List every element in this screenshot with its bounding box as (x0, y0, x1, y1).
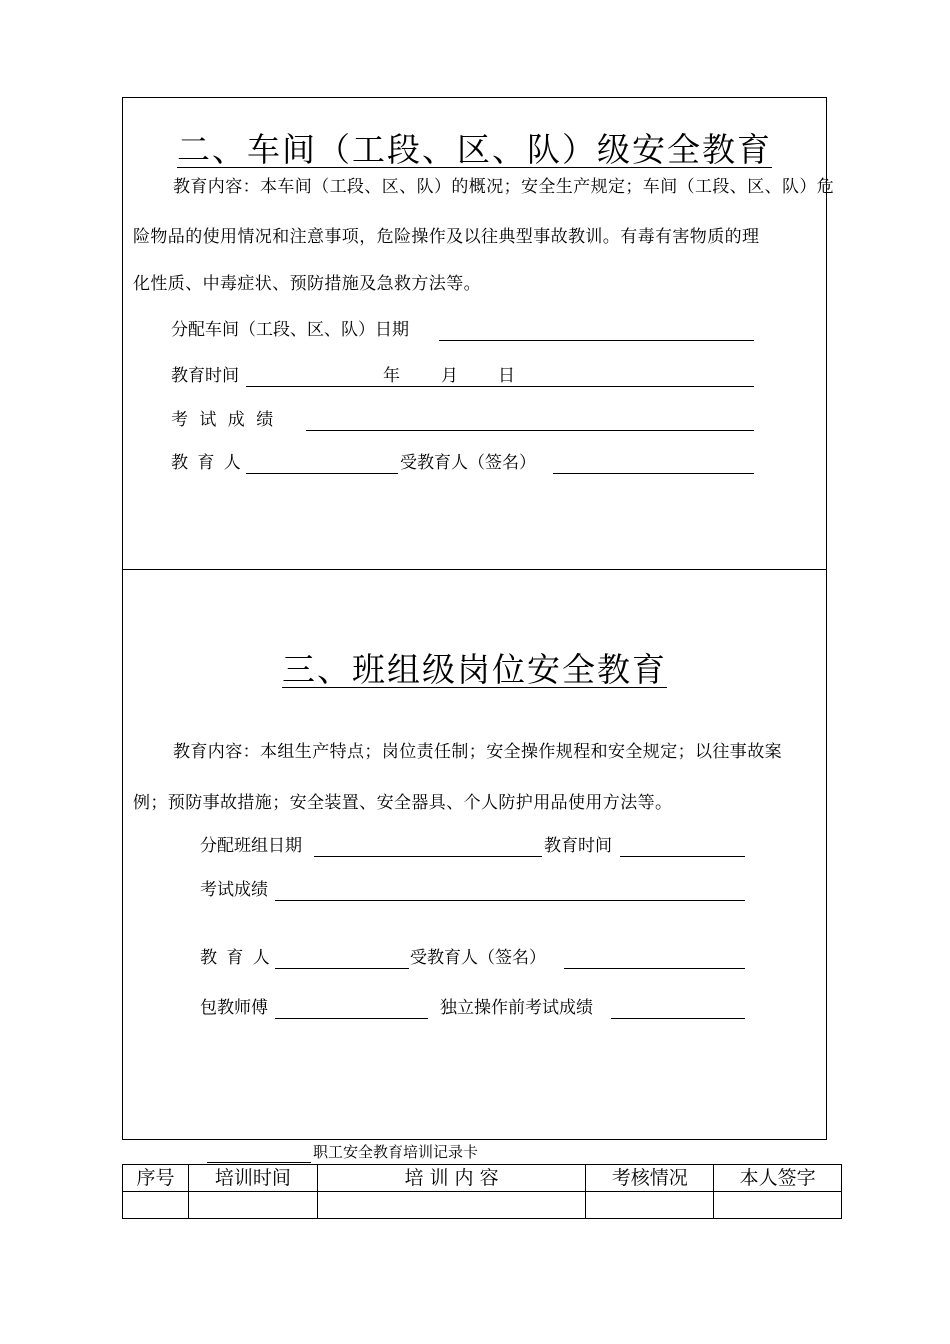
educator-field[interactable] (275, 968, 409, 969)
col-header-assessment: 考核情况 (586, 1165, 714, 1192)
exam-field[interactable] (275, 900, 745, 901)
col-header-signature: 本人签字 (714, 1165, 842, 1192)
table-cell[interactable] (586, 1192, 714, 1219)
content-line: 教育内容：本车间（工段、区、队）的概况；安全生产规定；车间（工段、区、队）危 (173, 177, 835, 197)
edu-time-row (171, 364, 756, 388)
mentor-field[interactable] (275, 1018, 428, 1019)
assign-date-field[interactable] (439, 340, 754, 341)
edu-time-label: 教育时间 (171, 366, 239, 386)
edu-time-label: 教育时间 (544, 836, 612, 856)
educator-field[interactable] (246, 473, 398, 474)
assign-date-label: 分配班组日期 (200, 836, 302, 856)
table-cell[interactable] (317, 1192, 586, 1219)
exam-label: 考试成绩 (200, 880, 268, 900)
assign-date-row (200, 834, 745, 858)
educator-row (171, 451, 756, 475)
assign-date-row (171, 318, 756, 342)
content-line: 险物品的使用情况和注意事项，危险操作及以往典型事故教训。有毒有害物质的理 (133, 227, 760, 247)
educator-label: 教 育 人 (171, 453, 241, 473)
exam-row (200, 878, 745, 902)
table-cell[interactable] (123, 1192, 189, 1219)
card-name-blank[interactable] (207, 1147, 311, 1163)
section3-title: 三、班组级岗位安全教育 (282, 650, 667, 689)
col-header-time: 培训时间 (188, 1165, 317, 1192)
trainee-label: 受教育人（签名） (410, 948, 546, 968)
section2-title: 二、车间（工段、区、队）级安全教育 (177, 130, 772, 169)
assign-date-field[interactable] (314, 856, 542, 857)
trainee-label: 受教育人（签名） (400, 453, 536, 473)
mentor-label: 包教师傅 (200, 998, 268, 1018)
section3-box (122, 569, 827, 1140)
table-cell[interactable] (714, 1192, 842, 1219)
table-header-row (123, 1165, 842, 1192)
day-label: 日 (498, 366, 515, 386)
col-header-index: 序号 (123, 1165, 189, 1192)
trainee-signature-field[interactable] (553, 473, 754, 474)
record-table (122, 1164, 842, 1219)
record-card-title-text: 职工安全教育培训记录卡 (313, 1143, 479, 1161)
trainee-signature-field[interactable] (564, 968, 745, 969)
table-row (123, 1192, 842, 1219)
content-line: 教育内容：本组生产特点；岗位责任制；安全操作规程和安全规定；以往事故案 (173, 742, 782, 762)
mentor-row (200, 996, 745, 1020)
assign-date-label: 分配车间（工段、区、队）日期 (171, 320, 409, 340)
year-label: 年 (383, 366, 400, 386)
pre-op-exam-field[interactable] (611, 1018, 745, 1019)
exam-field[interactable] (306, 430, 754, 431)
pre-op-exam-label: 独立操作前考试成绩 (440, 998, 593, 1018)
exam-row (171, 408, 756, 432)
col-header-content: 培 训 内 容 (317, 1165, 586, 1192)
content-line: 化性质、中毒症状、预防措施及急救方法等。 (133, 274, 481, 294)
record-card-title (207, 1141, 478, 1163)
educator-row (200, 946, 745, 970)
table-cell[interactable] (188, 1192, 317, 1219)
month-label: 月 (441, 366, 458, 386)
edu-time-field[interactable] (620, 856, 745, 857)
section2-box (122, 97, 835, 570)
educator-label: 教 育 人 (200, 948, 270, 968)
content-line: 例；预防事故措施；安全装置、安全器具、个人防护用品使用方法等。 (133, 793, 673, 813)
exam-label: 考 试 成 绩 (171, 410, 274, 430)
